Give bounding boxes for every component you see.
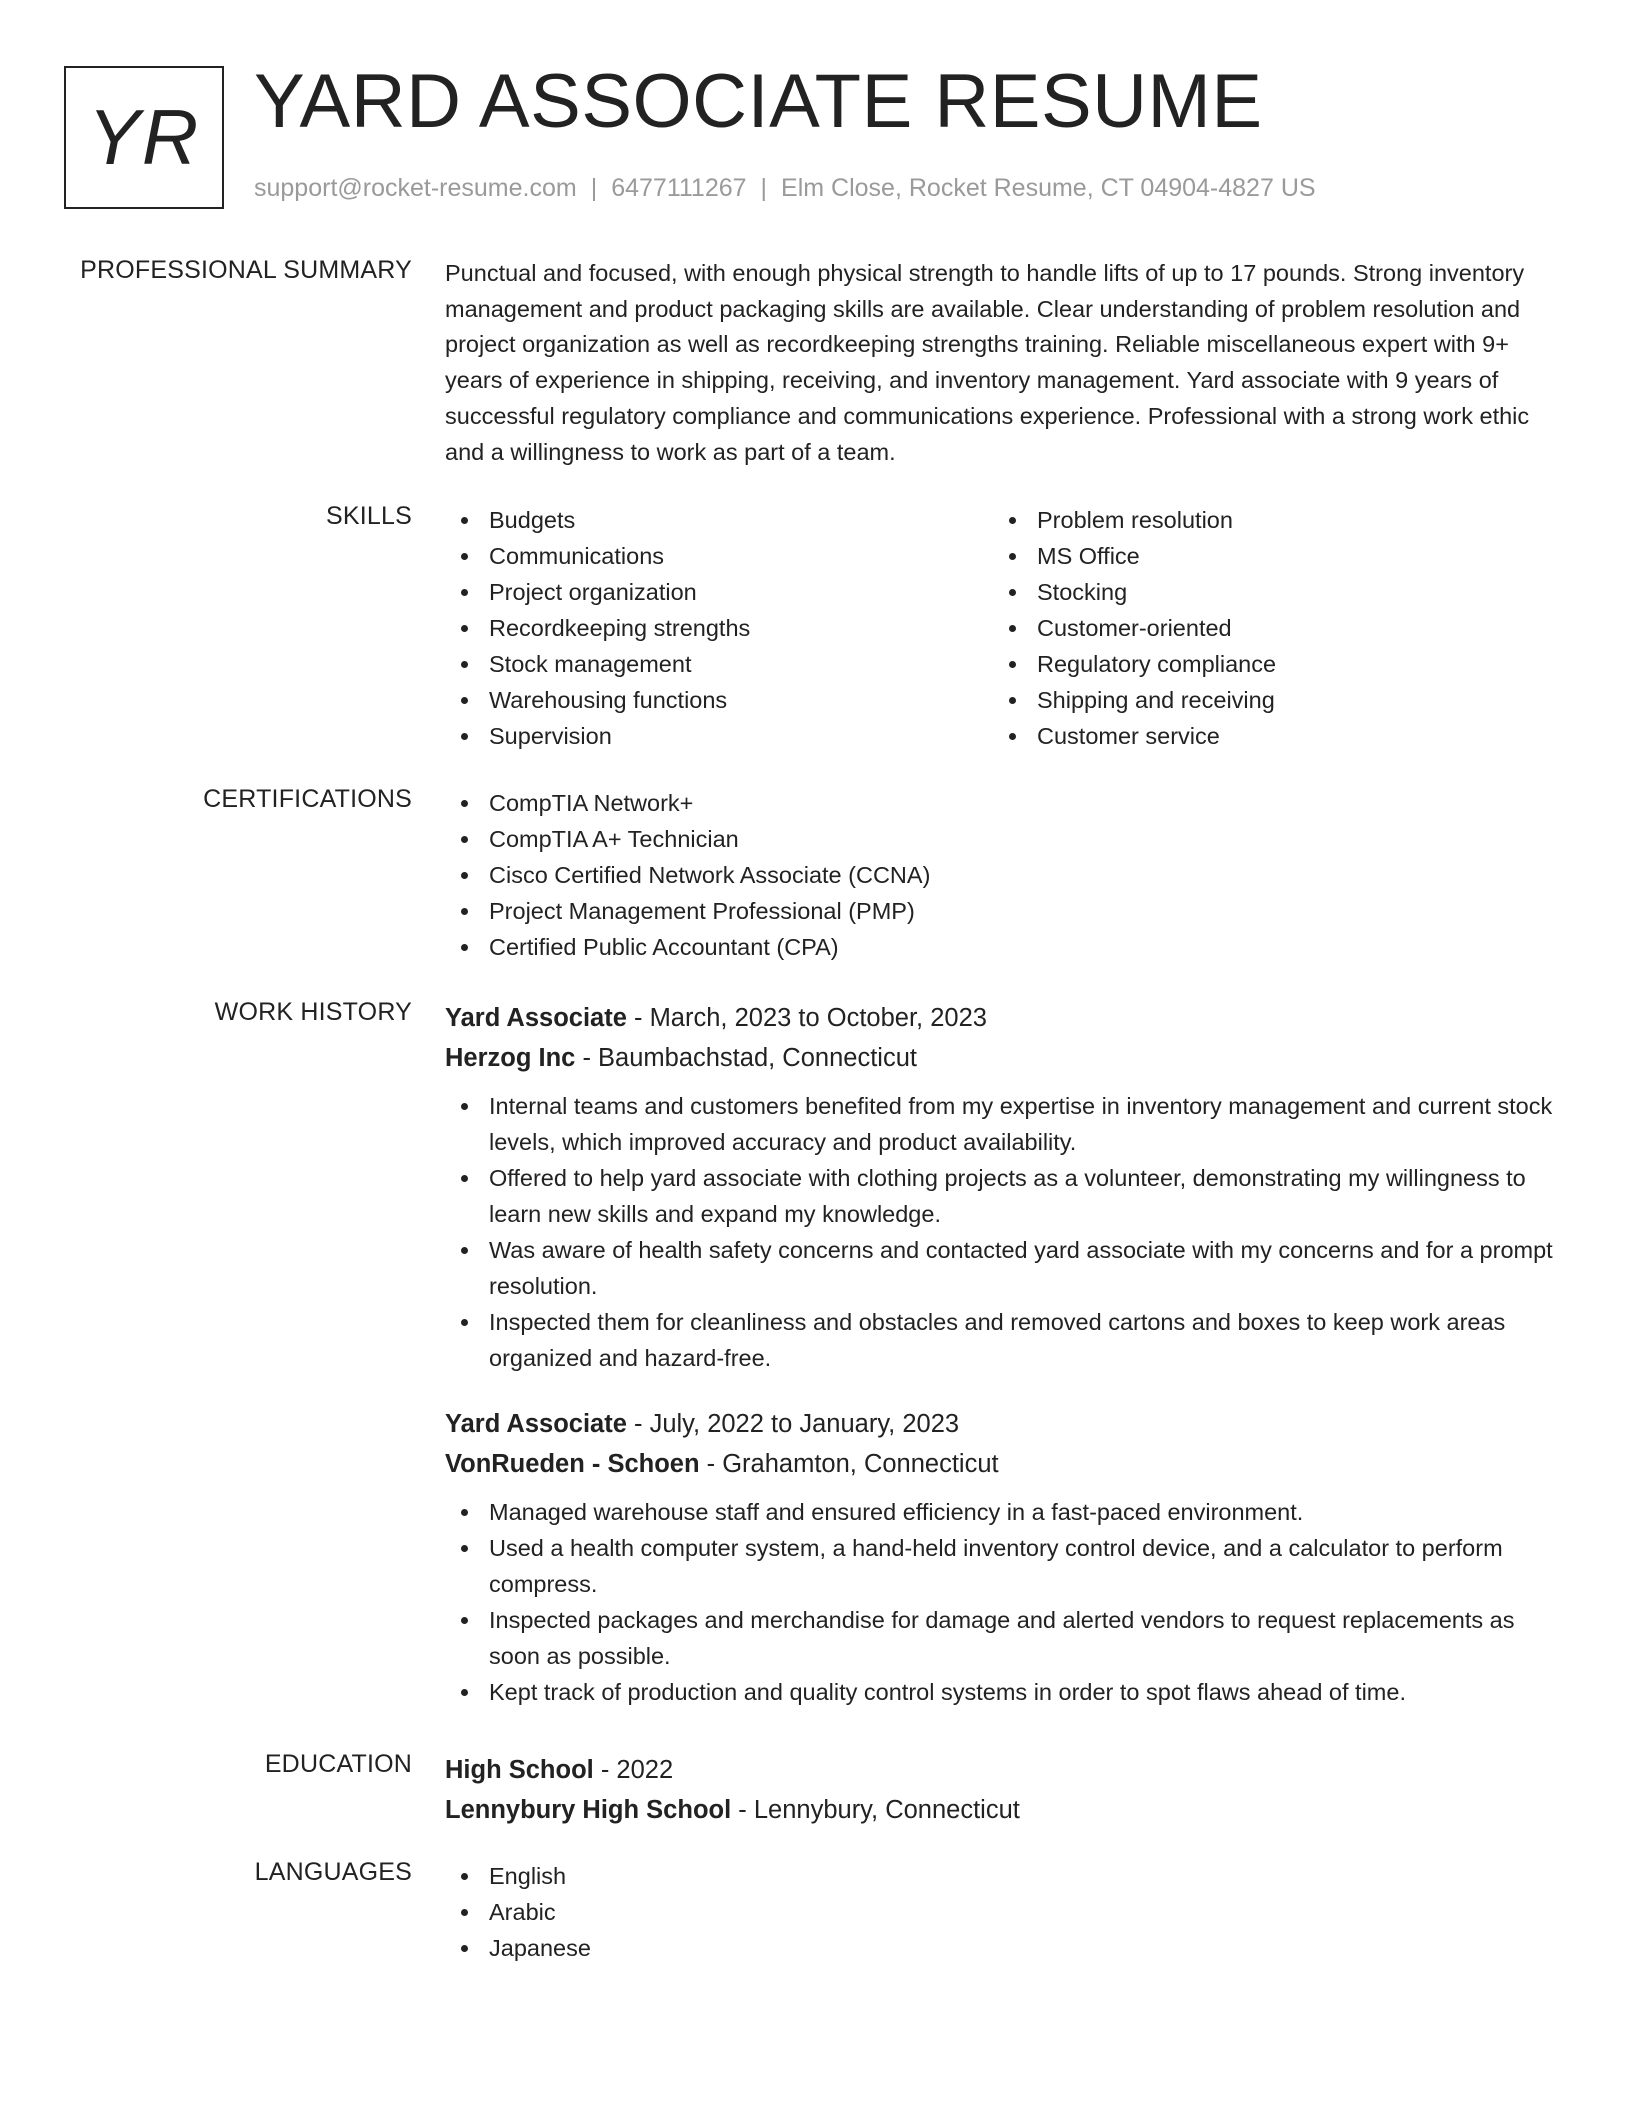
job-entry (445, 998, 1565, 1376)
job-location: - Grahamton, Connecticut (699, 1450, 999, 1478)
skills-list-left (445, 502, 993, 754)
section-title: CERTIFICATIONS (203, 785, 412, 813)
contact-separator: | (760, 174, 768, 202)
certifications-body (445, 785, 1565, 965)
list-item: Customer service (993, 718, 1541, 754)
job-company: VonRueden - Schoen (445, 1450, 700, 1478)
job-title-line (445, 1404, 1565, 1444)
list-item: Stocking (993, 574, 1541, 610)
education-school-line (445, 1790, 1565, 1830)
list-item: MS Office (993, 538, 1541, 574)
list-item: Project Management Professional (PMP) (445, 893, 1565, 929)
section-title: WORK HISTORY (214, 998, 412, 1026)
job-company-line (445, 1038, 1565, 1078)
job-location: - Baumbachstad, Connecticut (575, 1044, 917, 1072)
list-item: Certified Public Accountant (CPA) (445, 929, 1565, 965)
monogram-initials: YR (87, 93, 201, 181)
education-year: - 2022 (593, 1756, 674, 1784)
list-item: Managed warehouse staff and ensured efficiency in a fast-paced environment. (445, 1494, 1565, 1530)
list-item: English (445, 1858, 1565, 1894)
contact-address: Elm Close, Rocket Resume, CT 04904-4827 US (781, 174, 1316, 202)
contact-phone[interactable]: 6477111267 (611, 174, 747, 202)
list-item: Offered to help yard associate with clothing projects as a volunteer, demonstrating my willingness to learn new skills and expand my knowledge. (445, 1160, 1565, 1232)
languages-list (445, 1858, 1565, 1966)
section-title: SKILLS (326, 502, 412, 530)
job-entry (445, 1404, 1565, 1710)
education-degree: High School (445, 1756, 594, 1784)
work-history-body (445, 998, 1565, 1710)
list-item: Warehousing functions (445, 682, 993, 718)
contact-line (254, 174, 1316, 203)
languages-body (445, 1858, 1565, 1966)
certifications-list (445, 785, 1565, 965)
list-item: Problem resolution (993, 502, 1541, 538)
job-company: Herzog Inc (445, 1044, 576, 1072)
job-dates: - March, 2023 to October, 2023 (626, 1004, 987, 1032)
monogram-box (64, 66, 224, 209)
list-item: Was aware of health safety concerns and contacted yard associate with my concerns and for a prompt resolution. (445, 1232, 1565, 1304)
list-item: Regulatory compliance (993, 646, 1541, 682)
summary-text: Punctual and focused, with enough physical strength to handle lifts of up to 17 pounds. Strong inventory management and product packaging skills are available. Clear understanding of problem resolution and project organization as well as recordkeeping strengths training. Reliable miscellaneous expert with 9+ years of experience in shipping, receiving, and inventory management. Yard associate with 9 years of successful regulatory compliance and communications experience. Professional with a strong work ethic and a willingness to work as part of a team. (445, 260, 1530, 465)
resume-header (64, 59, 1584, 210)
list-item: Recordkeeping strengths (445, 610, 993, 646)
skills-columns (445, 502, 1565, 754)
list-item: Cisco Certified Network Associate (CCNA) (445, 857, 1565, 893)
list-item: Internal teams and customers benefited from my expertise in inventory management and current stock levels, which improved accuracy and product availability. (445, 1088, 1565, 1160)
job-dates: - July, 2022 to January, 2023 (626, 1410, 960, 1438)
resume-title: YARD ASSOCIATE RESUME (254, 59, 1263, 144)
list-item: Shipping and receiving (993, 682, 1541, 718)
education-school: Lennybury High School (445, 1796, 732, 1824)
contact-email[interactable]: support@rocket-resume.com (254, 174, 577, 202)
contact-separator: | (590, 174, 598, 202)
list-item: Project organization (445, 574, 993, 610)
section-title: EDUCATION (264, 1750, 412, 1778)
list-item: Japanese (445, 1930, 1565, 1966)
list-item: Arabic (445, 1894, 1565, 1930)
education-location: - Lennybury, Connecticut (731, 1796, 1020, 1824)
education-degree-line (445, 1750, 1565, 1790)
list-item: Communications (445, 538, 993, 574)
job-role: Yard Associate (445, 1410, 627, 1438)
section-title: PROFESSIONAL SUMMARY (80, 256, 412, 284)
education-body (445, 1750, 1565, 1830)
list-item: Customer-oriented (993, 610, 1541, 646)
list-item: Budgets (445, 502, 993, 538)
list-item: Kept track of production and quality control systems in order to spot flaws ahead of time. (445, 1674, 1565, 1710)
job-duties (445, 1088, 1565, 1376)
list-item: CompTIA A+ Technician (445, 821, 1565, 857)
job-company-line (445, 1444, 1565, 1484)
list-item: Used a health computer system, a hand-held inventory control device, and a calculator to perform compress. (445, 1530, 1565, 1602)
section-title: LANGUAGES (254, 1858, 412, 1886)
job-role: Yard Associate (445, 1004, 627, 1032)
list-item: Supervision (445, 718, 993, 754)
list-item: Inspected packages and merchandise for damage and alerted vendors to request replacements as soon as possible. (445, 1602, 1565, 1674)
job-title-line (445, 998, 1565, 1038)
list-item: CompTIA Network+ (445, 785, 1565, 821)
list-item: Inspected them for cleanliness and obstacles and removed cartons and boxes to keep work areas organized and hazard-free. (445, 1304, 1565, 1376)
skills-list-right (993, 502, 1541, 754)
list-item: Stock management (445, 646, 993, 682)
job-duties (445, 1494, 1565, 1710)
